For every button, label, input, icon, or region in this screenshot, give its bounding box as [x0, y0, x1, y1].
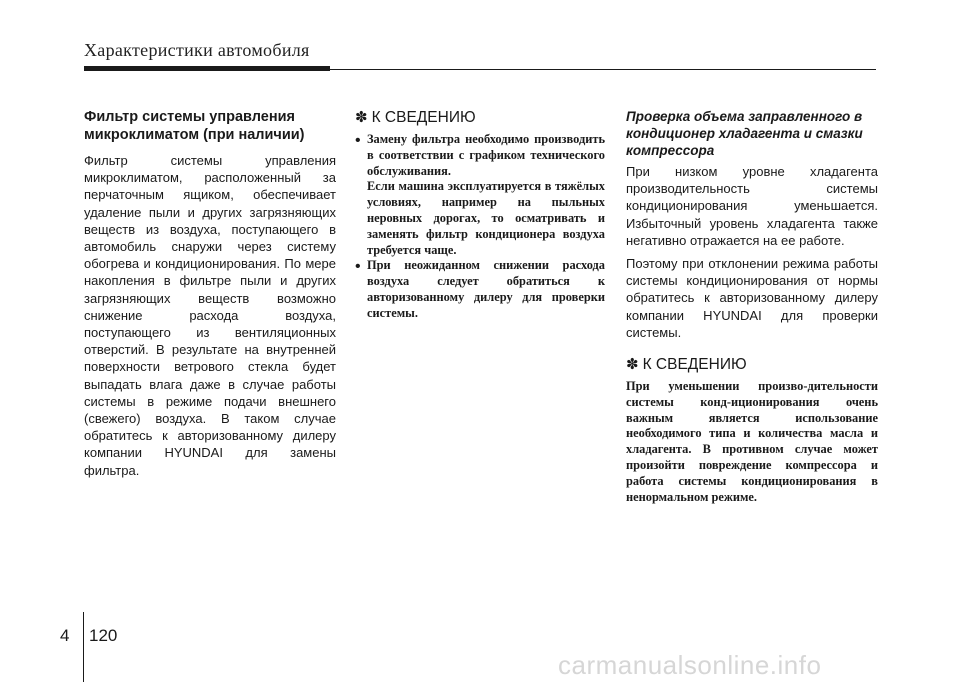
chapter-number: 4: [60, 626, 70, 645]
page-header-title: Характеристики автомобиля: [84, 40, 310, 60]
list-item: [355, 132, 605, 258]
asterisk-icon: ✽: [355, 109, 368, 126]
list-item: [355, 258, 605, 321]
notice-title: [626, 355, 878, 375]
notice-list: [355, 132, 605, 322]
notice-title-text: К СВЕДЕНИЮ: [371, 109, 476, 126]
footer-divider: [83, 612, 84, 682]
page-number: 120: [89, 626, 118, 645]
cabin-filter-paragraph: Фильтр системы управления микроклиматом, расположенный за перчаточным ящиком, обеспечивает удаление пыли и других загрязняющих веществ из воздуха, поступающего в автомобиль снаружи через систему обогрева и кондиционирования. По мере накопления в фильтре пыли и других загрязняющих веществ возможно снижение расхода воздуха, поступающего из вентиляционных отверстий. В результате на внутренней поверхности ветрового стекла будет выпадать влага даже в случае работы системы в режиме подачи внешнего (свежего) воздуха. В таком случае обратитесь к авторизованному дилеру компании HYUNDAI для замены фильтра.: [84, 153, 336, 478]
section-heading-cabin-filter: Фильтр системы управления микроклиматом (при наличии): [84, 109, 305, 143]
column-right: [626, 108, 878, 505]
column-left: [84, 108, 336, 485]
watermark-text: carmanualsonline.info: [558, 650, 822, 680]
notice-title: [355, 108, 605, 128]
column-middle: [355, 108, 605, 322]
refrigerant-paragraph-1: При низком уровне хладагента производительность системы кондиционирования уменьшается. Избыточный уровень хладагента также негативно отражается на ее работе.: [626, 164, 878, 248]
notice-text: При уменьшении произво-дительности системы конд-иционирования очень важным является использование необходимого типа и количества масла и хладагента. В противном случае может произойти повреждение компрессора и работа системы кондиционирования в ненормальном режиме.: [626, 379, 878, 504]
section-heading-refrigerant-check: Проверка объема заправленного в кондиционер хладагента и смазки компрессора: [626, 109, 863, 158]
bullet-icon: •: [355, 132, 361, 149]
notice-text: Замену фильтра необходимо производить в соответствии с графиком технического обслуживания.: [367, 132, 605, 178]
notice-title-text: К СВЕДЕНИЮ: [642, 356, 747, 374]
refrigerant-paragraph-2: Поэтому при отклонении режима работы системы кондиционирования от нормы обратитесь к авторизованному дилеру компании HYUNDAI для проверки системы.: [626, 256, 878, 340]
header-rule-thick: [84, 66, 330, 71]
notice-text: При неожиданном снижении расхода воздуха следует обратиться к авторизованному дилеру для проверки системы.: [367, 258, 605, 320]
asterisk-icon: ✽: [626, 356, 639, 374]
notice-text: Если машина эксплуатируется в тяжёлых условиях, например на пыльных неровных дорогах, то осматривать и заменять фильтр кондиционера воздуха требуется чаще.: [367, 179, 605, 257]
bullet-icon: •: [355, 258, 361, 276]
header-rule-thin: [330, 69, 876, 70]
